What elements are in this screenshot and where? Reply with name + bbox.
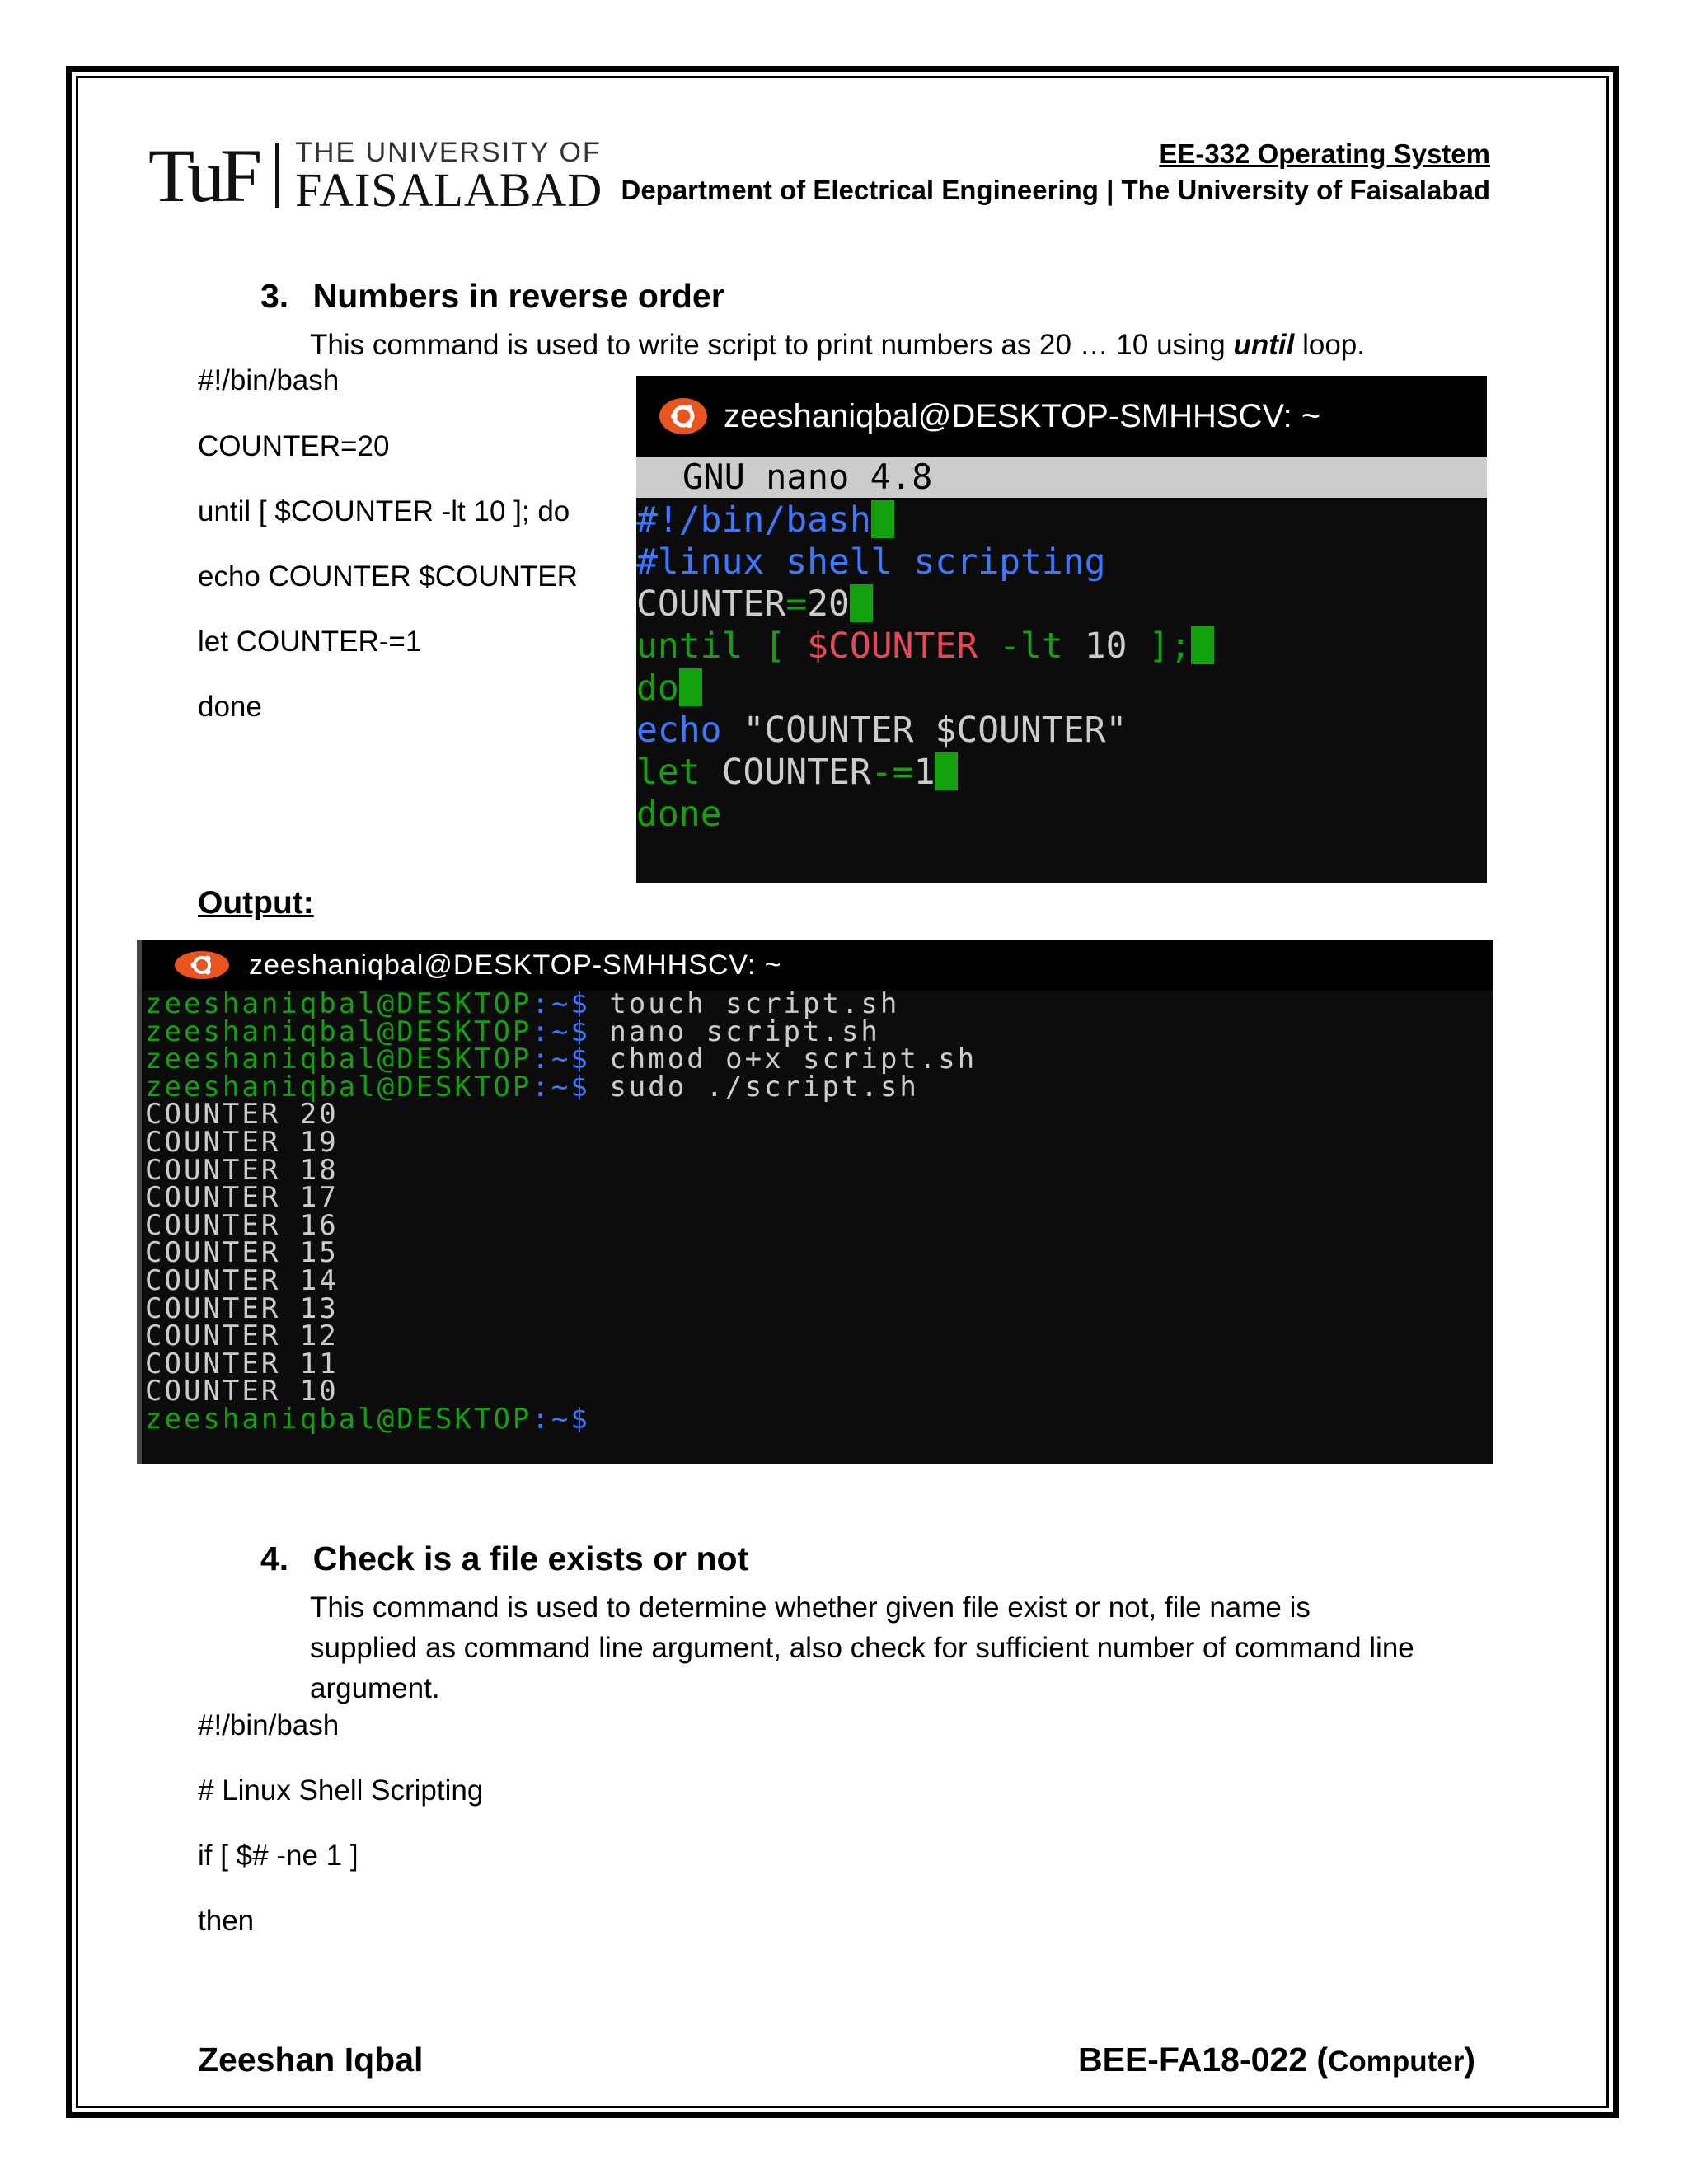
prompt-user: zeeshaniqbal@DESKTOP: [145, 987, 532, 1020]
command-text: sudo ./script.sh: [609, 1070, 919, 1104]
command-line: [145, 1015, 1493, 1048]
nano-text: until: [636, 626, 743, 667]
prompt-path: :~$: [532, 1070, 590, 1104]
code-line: #!/bin/bash: [198, 364, 340, 396]
output-line: COUNTER 20: [145, 1098, 339, 1132]
section3-desc-keyword: until: [1233, 329, 1295, 361]
cursor-block: [935, 752, 958, 790]
cursor-block: [1191, 626, 1214, 664]
logo-bottom-text: FAISALABAD: [295, 163, 603, 217]
nano-line: [636, 583, 1487, 626]
section4-number: 4.: [260, 1540, 289, 1577]
command-text: nano script.sh: [609, 1015, 880, 1048]
nano-line: [636, 499, 1487, 541]
nano-text: done: [636, 794, 722, 835]
nano-line: [636, 626, 1487, 668]
course-title: EE-332 Operating System: [1159, 138, 1490, 169]
nano-line: [636, 668, 1487, 710]
code-line: until [ $COUNTER -lt 10 ]; do: [198, 495, 570, 527]
footer-author-name: Zeeshan Iqbal: [198, 2041, 424, 2079]
university-logo: [148, 134, 603, 218]
code-line: done: [198, 691, 262, 723]
terminal-title-bar: [142, 940, 1493, 991]
logo-separator: [275, 143, 279, 208]
section3-number: 3.: [260, 277, 289, 315]
command-line: [145, 1402, 1493, 1436]
nano-text: ];: [1127, 626, 1192, 667]
output-terminal-screenshot: [137, 940, 1493, 1464]
prompt-path: :~$: [532, 987, 590, 1020]
code-line: then: [198, 1905, 255, 1937]
nano-text: let: [636, 752, 701, 793]
section4-heading: [260, 1540, 748, 1578]
code-line: # Linux Shell Scripting: [198, 1774, 484, 1807]
code-line: echo COUNTER $COUNTER: [198, 560, 578, 593]
logo-text: [295, 137, 603, 217]
nano-text: do: [636, 668, 679, 709]
section4-description: [310, 1587, 1414, 1708]
code-line: #!/bin/bash: [198, 1709, 340, 1741]
section3-heading: [260, 277, 724, 316]
nano-text: "COUNTER $COUNTER": [721, 710, 1128, 751]
output-line: COUNTER 14: [145, 1263, 339, 1297]
section3-description: [310, 325, 1365, 365]
nano-text: [: [743, 626, 808, 667]
output-line: COUNTER 18: [145, 1153, 339, 1187]
terminal-title-bar: [636, 376, 1487, 457]
code-line: let COUNTER-=1: [198, 626, 422, 658]
prompt-path: :~$: [532, 1402, 590, 1436]
nano-text: #linux shell scripting: [636, 541, 1106, 583]
output-line: COUNTER 19: [145, 1125, 339, 1159]
logo-top-text: THE UNIVERSITY OF: [295, 137, 602, 168]
nano-text: #!/bin/bash: [636, 499, 871, 541]
command-text: touch script.sh: [609, 987, 900, 1020]
command-line: [145, 1043, 1493, 1076]
ubuntu-icon: [175, 951, 229, 979]
nano-text: -=: [870, 752, 914, 793]
ubuntu-icon: [659, 398, 707, 434]
footer-id-text: BEE-FA18-022 (: [1078, 2041, 1329, 2079]
logo-mark: TuF: [148, 134, 258, 218]
section4-title: Check is a file exists or not: [312, 1540, 749, 1577]
nano-line: [636, 541, 1487, 583]
output-line: COUNTER 11: [145, 1347, 339, 1380]
nano-line: [636, 794, 1487, 836]
command-line: [145, 987, 1493, 1020]
section3-desc-text-end: loop.: [1294, 329, 1365, 361]
output-label: Output:: [198, 885, 314, 921]
cursor-block: [850, 584, 873, 622]
prompt-user: zeeshaniqbal@DESKTOP: [145, 1070, 532, 1104]
nano-text: -lt: [978, 626, 1085, 667]
nano-terminal-screenshot: [636, 376, 1487, 883]
output-line: COUNTER 16: [145, 1208, 339, 1242]
output-line: COUNTER 15: [145, 1236, 339, 1270]
output-line: COUNTER 17: [145, 1181, 339, 1215]
output-line: COUNTER 13: [145, 1291, 339, 1325]
command-text: chmod o+x script.sh: [609, 1043, 978, 1076]
section3-desc-text: This command is used to write script to print numbers as 20 … 10 using: [310, 329, 1234, 361]
command-line: [145, 1070, 1493, 1104]
cursor-block: [679, 668, 702, 706]
nano-text: 10: [1084, 626, 1128, 667]
department-title: Department of Electrical Engineering | The University of Faisalabad: [621, 175, 1490, 205]
nano-line: [636, 752, 1487, 794]
section4-desc-line: supplied as command line argument, also check for sufficient number of command line: [310, 1632, 1414, 1664]
prompt-user: zeeshaniqbal@DESKTOP: [145, 1015, 532, 1048]
terminal-output-body: [142, 987, 1493, 1436]
nano-text: =: [785, 583, 808, 625]
footer-student-id: [1078, 2041, 1475, 2079]
nano-text: $COUNTER: [807, 626, 978, 667]
nano-text: 20: [807, 583, 850, 625]
terminal-title: zeeshaniqbal@DESKTOP-SMHHSCV: ~: [724, 397, 1321, 434]
section4-desc-line: This command is used to determine whether given file exist or not, file name is: [310, 1591, 1311, 1624]
nano-text: COUNTER: [636, 583, 786, 625]
nano-header-bar: GNU nano 4.8: [636, 457, 1487, 498]
footer-program: Computer: [1328, 2046, 1465, 2078]
nano-text: COUNTER: [700, 752, 871, 793]
section4-desc-line: argument.: [310, 1672, 440, 1704]
output-line: COUNTER 10: [145, 1375, 339, 1408]
prompt-user: zeeshaniqbal@DESKTOP: [145, 1043, 532, 1076]
prompt-path: :~$: [532, 1015, 590, 1048]
footer-id-close: ): [1464, 2041, 1475, 2079]
terminal-title: zeeshaniqbal@DESKTOP-SMHHSCV: ~: [249, 949, 782, 981]
nano-text: echo: [636, 710, 722, 751]
nano-editor-body: [636, 498, 1487, 836]
prompt-path: :~$: [532, 1043, 590, 1076]
nano-text: 1: [913, 752, 935, 793]
prompt-user: zeeshaniqbal@DESKTOP: [145, 1402, 532, 1436]
nano-line: [636, 710, 1487, 752]
code-line: COUNTER=20: [198, 430, 390, 462]
output-line: COUNTER 12: [145, 1319, 339, 1353]
cursor-block: [871, 500, 894, 538]
section3-title: Numbers in reverse order: [312, 277, 724, 315]
code-line: if [ $# -ne 1 ]: [198, 1840, 359, 1872]
